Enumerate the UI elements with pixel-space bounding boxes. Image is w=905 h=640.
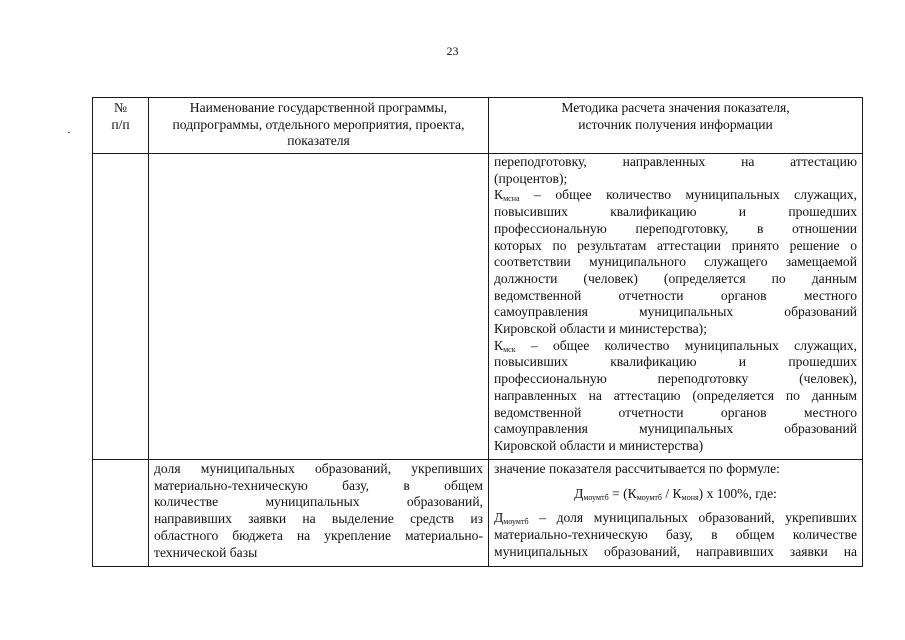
name-line: материально-техническую базу, в общем (154, 477, 483, 493)
method-line: ведомственной отчетности органов местного (494, 287, 857, 303)
header-name-line: подпрограммы, отдельного мероприятия, проекта, (172, 116, 465, 132)
symbol-subscript: моумтб (503, 517, 529, 527)
method-line: значение показателя рассчитывается по формуле: (494, 461, 780, 476)
header-number-label: п/п (111, 116, 130, 132)
table-border-right (862, 97, 863, 567)
symbol-d: Д (494, 510, 504, 526)
header-name-line: показателя (287, 133, 350, 149)
name-line: областного бюджета на укрепление материально- (154, 527, 483, 543)
method-text: – общее количество муниципальных служащих, (515, 337, 857, 353)
header-number-symbol: № (114, 100, 127, 115)
page-number: 23 (446, 44, 459, 58)
row2-name-cell (154, 461, 483, 561)
method-text: – общее количество муниципальных служащих, (519, 187, 857, 203)
name-line: доля муниципальных образований, укрепивших (154, 461, 483, 476)
header-method-line: Методика расчета значения показателя, (561, 100, 790, 115)
method-line: самоуправления муниципальных образований (494, 421, 857, 437)
formula-subscript: моня (681, 492, 699, 502)
column-divider-1 (148, 97, 149, 567)
formula-subscript: моумтб (583, 492, 609, 502)
header-name-line: Наименование государственной программы, (189, 100, 448, 115)
symbol-k: К (494, 337, 504, 353)
table-border-left (92, 97, 93, 567)
symbol-subscript: мск (503, 344, 516, 354)
formula (494, 486, 857, 503)
method-line: соответствии муниципального служащего замещаемой (494, 254, 857, 270)
row2-method-cell (494, 461, 857, 561)
method-line: повысивших квалификацию и прошедших (494, 204, 857, 220)
formula-text: = (К (608, 485, 637, 501)
method-line: профессиональную переподготовку, в отношении (494, 220, 857, 236)
formula-symbol: Д (574, 485, 584, 501)
method-line: Кировской области и министерства); (494, 321, 707, 337)
header-name-cell (149, 100, 488, 150)
table-border-bottom (92, 566, 863, 567)
method-line: (процентов); (494, 170, 568, 186)
header-method-line: источник получения информации (578, 116, 773, 132)
table-border-top (92, 97, 863, 98)
method-line-kmsk (494, 338, 857, 355)
formula-text: ) х 100%, где: (698, 485, 777, 501)
method-line: ведомственной отчетности органов местного (494, 404, 857, 420)
method-line-definition (494, 510, 857, 527)
row-divider (92, 459, 863, 460)
method-line: самоуправления муниципальных образований (494, 304, 857, 320)
symbol-k: К (494, 187, 504, 203)
method-line: материально-техническую базу, в общем количестве (494, 527, 857, 543)
header-number-cell (93, 100, 148, 133)
method-line: переподготовку, направленных на аттестацию (494, 154, 857, 169)
scan-speck (818, 270, 819, 271)
method-line: которых по результатам аттестации принято решение о (494, 237, 857, 253)
method-line: должности (человек) (определяется по данным (494, 270, 857, 286)
method-line: муниципальных образований, направивших заявки на (494, 543, 857, 559)
indicator-table (92, 97, 863, 567)
name-line: направивших заявки на выделение средств из (154, 511, 483, 527)
symbol-subscript: мсна (503, 194, 520, 204)
scan-speck (68, 132, 70, 133)
formula-subscript: моумтб (636, 492, 662, 502)
row1-method-cell (494, 154, 857, 455)
formula-text: / К (661, 485, 682, 501)
method-line-kmsna (494, 187, 857, 204)
column-divider-2 (488, 97, 489, 567)
name-line: технической базы (154, 544, 258, 560)
name-line: количестве муниципальных образований, (154, 494, 483, 510)
method-text: – доля муниципальных образований, укрепивших (528, 510, 857, 526)
method-line: направленных на аттестацию (определяется по данным (494, 387, 857, 403)
method-line: повысивших квалификацию и прошедших (494, 354, 857, 370)
method-line: Кировской области и министерства) (494, 437, 704, 453)
method-line: профессиональную переподготовку (человек), (494, 371, 857, 387)
header-method-cell (489, 100, 862, 133)
